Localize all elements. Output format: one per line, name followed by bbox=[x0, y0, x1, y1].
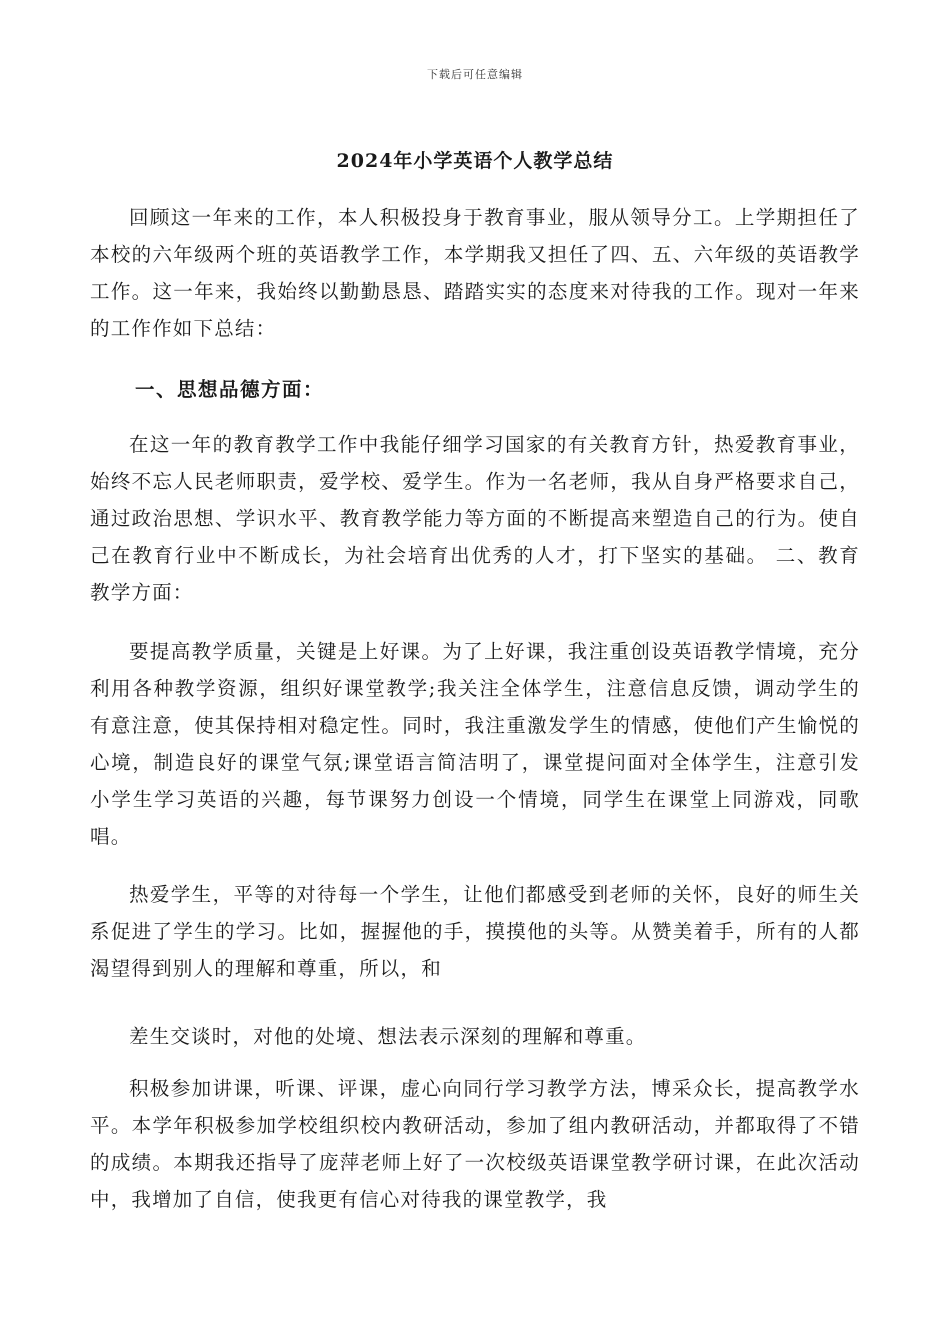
paragraph-moral: 在这一年的教育教学工作中我能仔细学习国家的有关教育方针，热爱教育事业，始终不忘人民老师职责，爱学校、爱学生。作为一名老师，我从自身严格要求自己，通过政治思想、学识水平、教育教学能力等方面的不断提高来塑造自己的行为。使自己在教育行业中不断成长，为社会培育出优秀的人才，打下坚实的基础。 二、教育教学方面： bbox=[90, 433, 860, 604]
document-title: 2024年小学英语个人教学总结 bbox=[336, 150, 614, 172]
section-heading-moral: 一、思想品德方面： bbox=[135, 378, 325, 401]
paragraph-love-students: 热爱学生，平等的对待每一个学生，让他们都感受到老师的关怀，良好的师生关系促进了学生的学习。比如，握握他的手，摸摸他的头等。从赞美着手，所有的人都渴望得到别人的理解和尊重，所以，和 bbox=[90, 883, 860, 980]
header-note: 下载后可任意编辑 bbox=[427, 68, 523, 81]
paragraph-intro: 回顾这一年来的工作，本人积极投身于教育事业，服从领导分工。上学期担任了本校的六年级两个班的英语教学工作，本学期我又担任了四、五、六年级的英语教学工作。这一年来，我始终以勤勤恳恳、踏踏实实的态度来对待我的工作。现对一年来的工作作如下总结： bbox=[90, 206, 860, 340]
paragraph-teaching-quality: 要提高教学质量，关键是上好课。为了上好课，我注重创设英语教学情境，充分利用各种教学资源，组织好课堂教学;我关注全体学生，注意信息反馈，调动学生的有意注意，使其保持相对稳定性。同时，我注重激发学生的情感，使他们产生愉悦的心境，制造良好的课堂气氛;课堂语言简洁明了，课堂提问面对全体学生，注意引发小学生学习英语的兴趣，每节课努力创设一个情境，同学生在课堂上同游戏，同歌唱。 bbox=[90, 640, 860, 848]
paragraph-research-activities: 积极参加讲课，听课、评课，虚心向同行学习教学方法，博采众长，提高教学水平。本学年积极参加学校组织校内教研活动，参加了组内教研活动，并都取得了不错的成绩。本期我还指导了庞萍老师上好了一次校级英语课堂教学研讨课，在此次活动中，我增加了自信，使我更有信心对待我的课堂教学，我 bbox=[90, 1077, 860, 1211]
paragraph-weak-students: 差生交谈时，对他的处境、想法表示深刻的理解和尊重。 bbox=[129, 1025, 647, 1048]
